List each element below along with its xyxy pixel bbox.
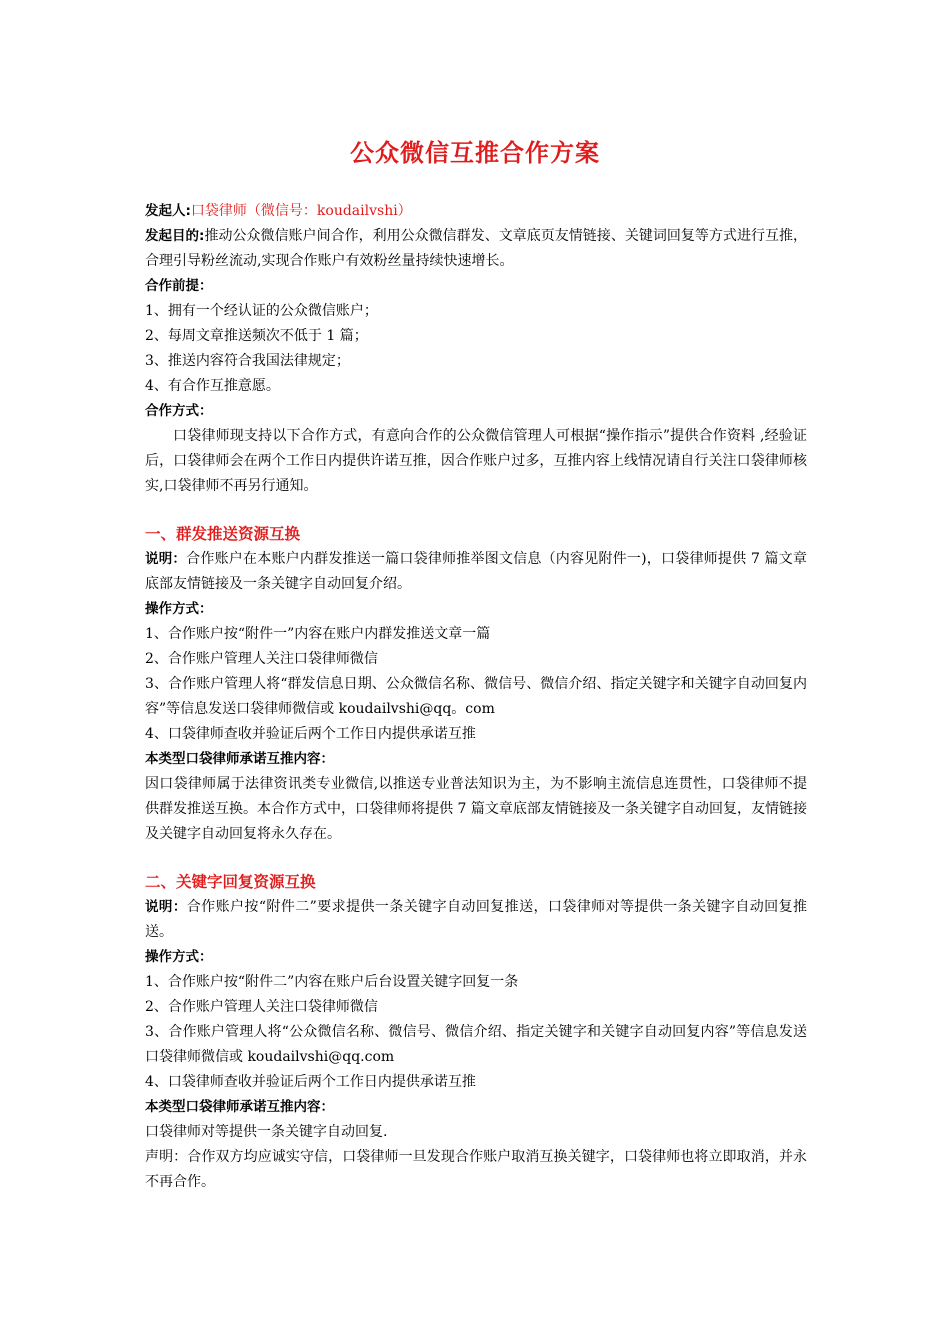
initiator-value: 口袋律师（微信号：koudailvshi） — [190, 203, 412, 219]
section2-promise-text: 口袋律师对等提供一条关键字自动回复. — [145, 1124, 388, 1140]
page-title: 公众微信互推合作方案 — [350, 139, 600, 167]
section1-op-item: 4、口袋律师查收并验证后两个工作日内提供承诺互推 — [145, 726, 476, 742]
section2-statement: 声明：合作双方均应诚实守信，口袋律师一旦发现合作账户取消互换关键字，口袋律师也将立即取消，并永不再合作。 — [145, 1149, 807, 1190]
methods-heading: 合作方式： — [145, 403, 213, 419]
section1-heading: 一、群发推送资源互换 — [145, 525, 301, 543]
prerequisites-heading: 合作前提： — [145, 278, 213, 294]
section1-promise-text: 因口袋律师属于法律资讯类专业微信,以推送专业普法知识为主，为不影响主流信息连贯性，口袋律师不提供群发推送互换。本合作方式中，口袋律师将提供 7 篇文章底部友情链接及一条关键字自动回复，友情链接及关键字自动回复将永久存在。 — [145, 776, 807, 842]
initiator-line — [145, 199, 807, 224]
section2-note-text: 合作账户按“附件二”要求提供一条关键字自动回复推送，口袋律师对等提供一条关键字自动回复推送。 — [145, 899, 808, 940]
document-body — [145, 199, 807, 1195]
section2-ops-heading: 操作方式： — [145, 949, 213, 965]
section1-promise-heading: 本类型口袋律师承诺互推内容： — [145, 751, 334, 767]
prerequisite-item: 4、有合作互推意愿。 — [145, 378, 280, 394]
purpose-line — [145, 224, 807, 274]
section2-note-label: 说明： — [145, 899, 187, 915]
methods-text: 口袋律师现支持以下合作方式，有意向合作的公众微信管理人可根据“操作指示”提供合作资料 ,经验证后，口袋律师会在两个工作日内提供许诺互推，因合作账户过多，互推内容上线情况请自行关注口袋律师核实,口袋律师不再另行通知。 — [145, 428, 807, 494]
section2-op-item: 4、口袋律师查收并验证后两个工作日内提供承诺互推 — [145, 1074, 476, 1090]
section2-promise-heading: 本类型口袋律师承诺互推内容： — [145, 1099, 334, 1115]
prerequisite-item: 1、拥有一个经认证的公众微信账户； — [145, 303, 378, 319]
initiator-label: 发起人: — [145, 203, 191, 219]
prerequisite-item: 2、每周文章推送频次不低于 1 篇； — [145, 328, 368, 344]
section1-note-text: 合作账户在本账户内群发推送一篇口袋律师推举图文信息（内容见附件一)，口袋律师提供 7 篇文章底部友情链接及一条关键字自动回复介绍。 — [145, 551, 807, 592]
section2-op-item: 1、合作账户按“附件二”内容在账户后台设置关键字回复一条 — [145, 974, 519, 990]
purpose-label: 发起目的: — [145, 228, 205, 244]
section1-note — [145, 547, 807, 597]
section2-heading: 二、关键字回复资源互换 — [145, 873, 316, 891]
section1-op-item: 1、合作账户按“附件一”内容在账户内群发推送文章一篇 — [145, 626, 491, 642]
section1-note-label: 说明： — [145, 551, 187, 567]
section2-op-item: 3、合作账户管理人将“公众微信名称、微信号、微信介绍、指定关键字和关键字自动回复内容”等信息发送口袋律师微信或 koudailvshi@qq.com — [145, 1024, 807, 1065]
prerequisite-item: 3、推送内容符合我国法律规定； — [145, 353, 350, 369]
purpose-text: 推动公众微信账户间合作，利用公众微信群发、文章底页友情链接、关键词回复等方式进行互推，合理引导粉丝流动,实现合作账户有效粉丝量持续快速增长。 — [145, 228, 807, 269]
section2-op-item: 2、合作账户管理人关注口袋律师微信 — [145, 999, 378, 1015]
section1-op-item: 3、合作账户管理人将“群发信息日期、公众微信名称、微信号、微信介绍、指定关键字和关键字自动回复内容”等信息发送口袋律师微信或 koudailvshi@qq。com — [145, 676, 807, 717]
section1-op-item: 2、合作账户管理人关注口袋律师微信 — [145, 651, 378, 667]
section1-ops-heading: 操作方式： — [145, 601, 213, 617]
section2-note — [145, 895, 807, 945]
